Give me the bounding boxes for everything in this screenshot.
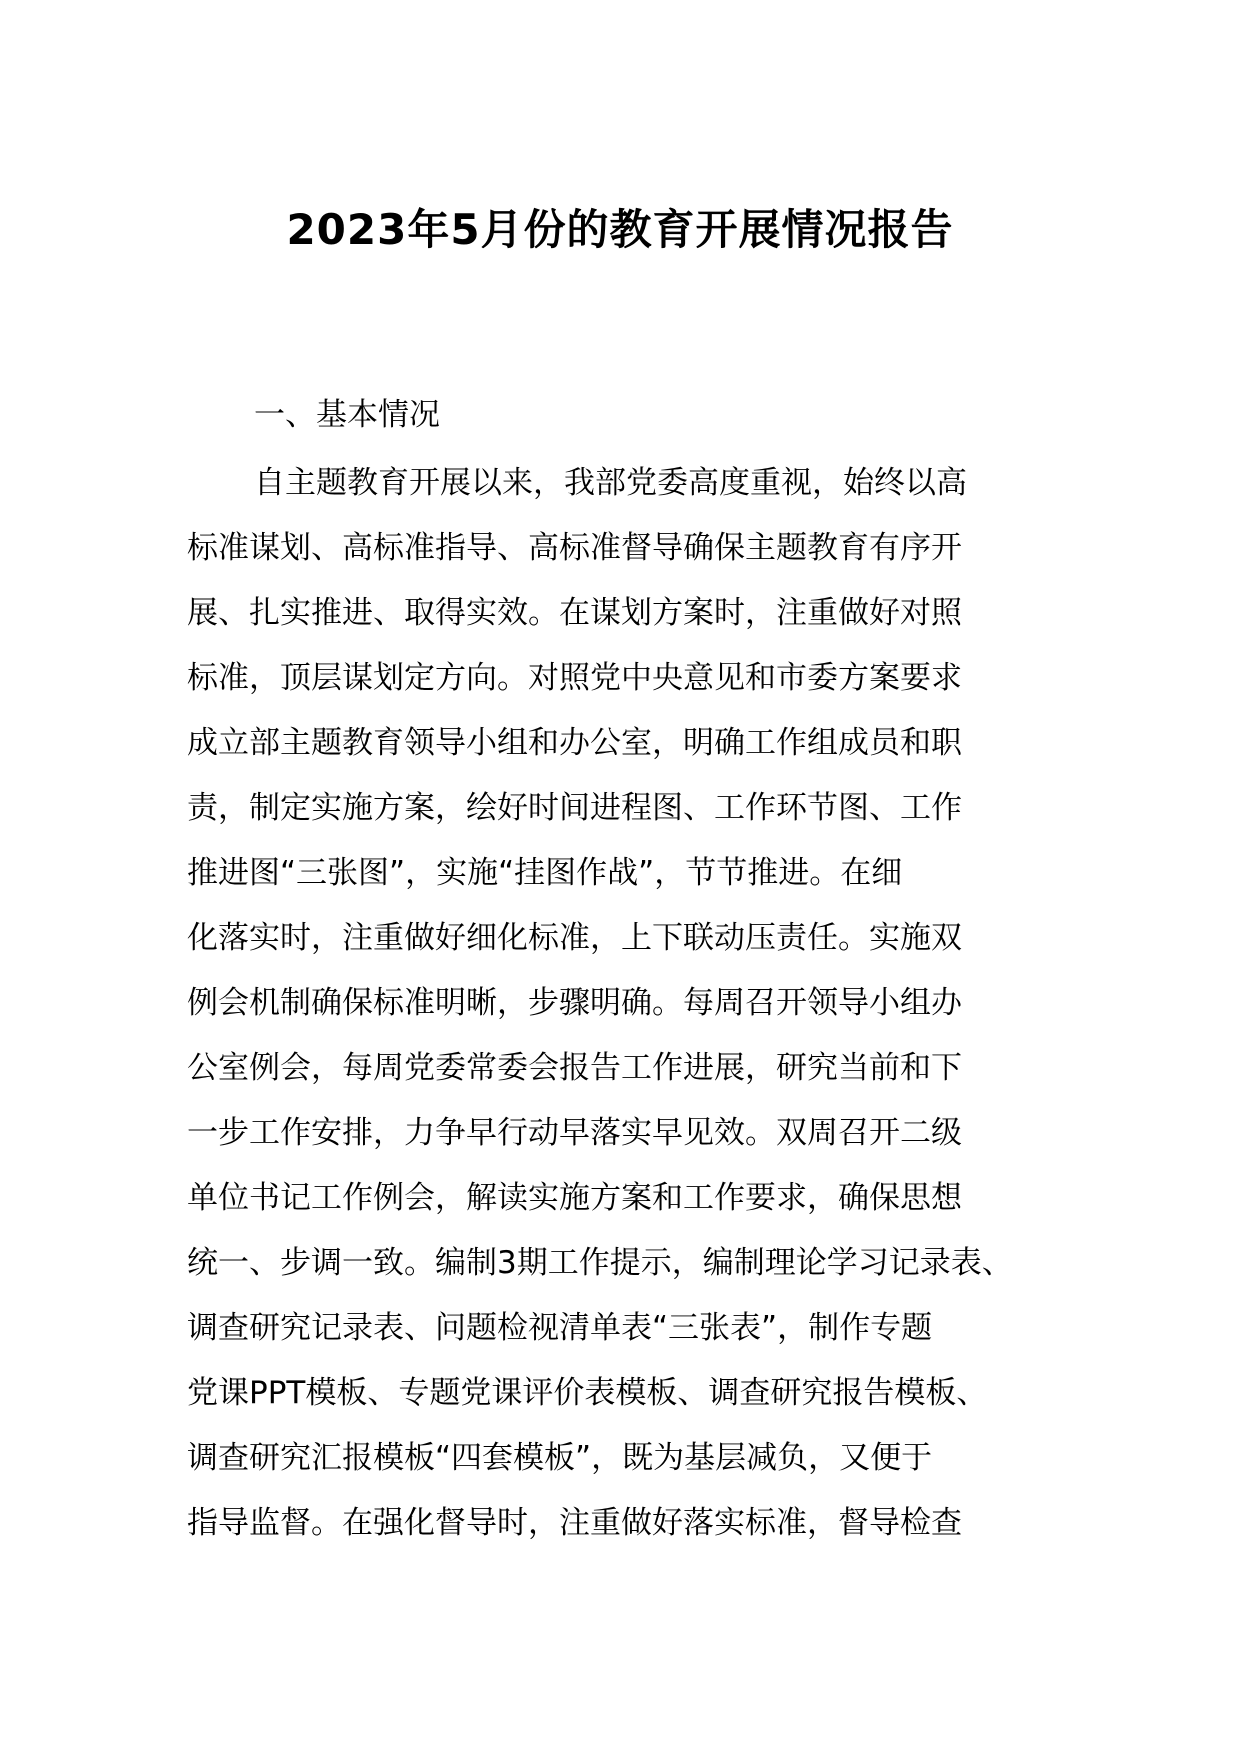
paragraph-line: 调查研究汇报模板“四套模板”，既为基层减负，又便于 <box>187 1440 933 1476</box>
paragraph-line: 成立部主题教育领导小组和办公室，明确工作组成员和职 <box>187 725 962 761</box>
paragraph-line: 指导监督。在强化督导时，注重做好落实标准，督导检查 <box>187 1505 962 1541</box>
paragraph-line: 一步工作安排，力争早行动早落实早见效。双周召开二级 <box>187 1115 962 1151</box>
paragraph-line: 统一、步调一致。编制3期工作提示，编制理论学习记录表、 <box>187 1245 1013 1281</box>
paragraph-line: 标准，顶层谋划定方向。对照党中央意见和市委方案要求 <box>187 660 962 696</box>
paragraph-line: 调查研究记录表、问题检视清单表“三张表”，制作专题 <box>187 1310 933 1346</box>
paragraph-line: 展、扎实推进、取得实效。在谋划方案时，注重做好对照 <box>187 595 962 631</box>
body-paragraph <box>187 451 1047 1556</box>
paragraph-line: 党课PPT模板、专题党课评价表模板、调查研究报告模板、 <box>187 1375 988 1411</box>
paragraph-line: 例会机制确保标准明晰，步骤明确。每周召开领导小组办 <box>187 985 962 1021</box>
document-title: 2023年5月份的教育开展情况报告 <box>286 205 954 254</box>
paragraph-line: 推进图“三张图”，实施“挂图作战”，节节推进。在细 <box>187 855 903 891</box>
section-heading: 一、基本情况 <box>254 397 440 433</box>
paragraph-line: 自主题教育开展以来，我部党委高度重视，始终以高 <box>254 465 967 501</box>
paragraph-line: 责，制定实施方案，绘好时间进程图、工作环节图、工作 <box>187 790 962 826</box>
paragraph-line: 标准谋划、高标准指导、高标准督导确保主题教育有序开 <box>187 530 962 566</box>
paragraph-line: 单位书记工作例会，解读实施方案和工作要求，确保思想 <box>187 1180 962 1216</box>
paragraph-line: 公室例会，每周党委常委会报告工作进展，研究当前和下 <box>187 1050 962 1086</box>
paragraph-line: 化落实时，注重做好细化标准，上下联动压责任。实施双 <box>187 920 962 956</box>
